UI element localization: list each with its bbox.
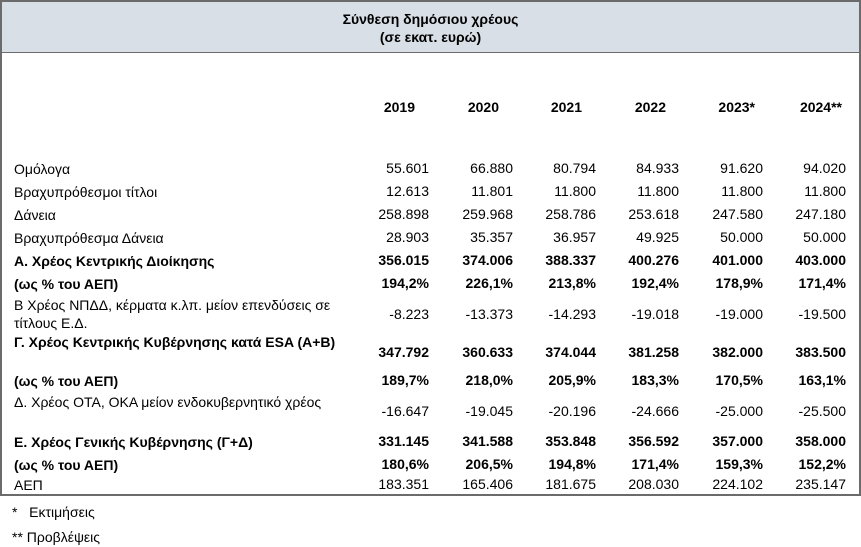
cell-2020: -13.373	[465, 306, 513, 322]
cell-2021: -20.196	[548, 403, 596, 419]
cell-2024: 358.000	[795, 433, 846, 449]
cell-2021: 388.337	[545, 252, 596, 268]
cell-2019: 55.601	[386, 160, 429, 176]
row-label: Ε. Χρέος Γενικής Κυβέρνησης (Γ+Δ)	[14, 434, 253, 450]
cell-2019: 28.903	[386, 229, 429, 245]
cell-2021: 80.794	[553, 160, 596, 176]
cell-2019: 258.898	[378, 206, 429, 222]
cell-2023: -19.000	[715, 306, 763, 322]
cell-2022: 192,4%	[631, 275, 679, 291]
table-subtitle: (σε εκατ. ευρώ)	[379, 29, 482, 45]
cell-2019: -8.223	[389, 306, 429, 322]
cell-2021: 194,8%	[548, 456, 596, 472]
cell-2019: 189,7%	[381, 372, 429, 388]
cell-2021: 213,8%	[548, 275, 596, 291]
cell-2020: 218,0%	[465, 372, 513, 388]
row-label: Βραχυπρόθεσμα Δάνεια	[14, 230, 164, 246]
cell-2023: 159,3%	[715, 456, 763, 472]
cell-2021: 374.044	[545, 344, 596, 360]
cell-2020: 206,5%	[465, 456, 513, 472]
cell-2022: 49.925	[636, 229, 679, 245]
cell-2024: -25.500	[798, 403, 846, 419]
cell-2024: 94.020	[803, 160, 846, 176]
cell-2024: -19.500	[798, 306, 846, 322]
row-label: (ως % του ΑΕΠ)	[14, 276, 119, 292]
cell-2019: 331.145	[378, 433, 429, 449]
cell-2020: 35.357	[470, 229, 513, 245]
cell-2020: 11.801	[471, 183, 513, 199]
cell-2023: 11.800	[721, 183, 763, 199]
cell-2021: -14.293	[548, 306, 596, 322]
cell-2023: 401.000	[712, 252, 763, 268]
cell-2022: 183,3%	[631, 372, 679, 388]
year-header-2021: 2021	[550, 99, 582, 115]
cell-2023: -25.000	[715, 403, 763, 419]
cell-2024: 163,1%	[798, 372, 846, 388]
footnote-estimates: * Εκτιμήσεις	[12, 504, 95, 520]
cell-2019: 180,6%	[381, 456, 429, 472]
cell-2022: -19.018	[631, 306, 679, 322]
cell-2022: 11.800	[637, 183, 679, 199]
row-label: Δάνεια	[14, 207, 56, 223]
row-label: Γ. Χρέος Κεντρικής Κυβέρνησης κατά ESA (Α+Β)	[14, 334, 336, 350]
cell-2021: 11.800	[554, 183, 596, 199]
cell-2022: 400.276	[628, 252, 679, 268]
footnote-forecasts: ** Προβλέψεις	[12, 529, 101, 545]
cell-2020: 341.588	[462, 433, 513, 449]
cell-2019: -16.647	[381, 403, 429, 419]
cell-2023: 170,5%	[715, 372, 763, 388]
cell-2019: 194,2%	[381, 275, 429, 291]
cell-2024: 50.000	[803, 229, 846, 245]
year-header-2023: 2023*	[718, 99, 755, 115]
cell-2021: 181.675	[545, 476, 596, 492]
cell-2024: 235.147	[795, 476, 846, 492]
cell-2019: 12.613	[386, 183, 429, 199]
cell-2021: 258.786	[545, 206, 596, 222]
cell-2022: -24.666	[631, 403, 679, 419]
cell-2021: 36.957	[553, 229, 596, 245]
cell-2022: 381.258	[628, 344, 679, 360]
row-label: ΑΕΠ	[14, 477, 43, 493]
cell-2023: 91.620	[720, 160, 763, 176]
cell-2019: 347.792	[378, 344, 429, 360]
cell-2020: -19.045	[465, 403, 513, 419]
cell-2024: 383.500	[795, 344, 846, 360]
cell-2023: 224.102	[712, 476, 763, 492]
cell-2024: 247.180	[795, 206, 846, 222]
year-header-2019: 2019	[383, 99, 415, 115]
cell-2023: 357.000	[712, 433, 763, 449]
cell-2022: 84.933	[636, 160, 679, 176]
cell-2023: 178,9%	[715, 275, 763, 291]
row-label: Β Χρέος ΝΠΔΔ, κέρματα κ.λπ. μείον επενδύσεις σε τίτλους Ε.Δ.	[14, 297, 331, 331]
cell-2021: 205,9%	[548, 372, 596, 388]
cell-2020: 374.006	[462, 252, 513, 268]
row-label: Βραχυπρόθεσμοι τίτλοι	[14, 184, 158, 200]
row-label: Ομόλογα	[14, 161, 71, 177]
row-label: Δ. Χρέος ΟΤΑ, ΟΚΑ μείον ενδοκυβερνητικό χρέος	[14, 394, 322, 410]
cell-2023: 382.000	[712, 344, 763, 360]
year-header-2024: 2024**	[799, 99, 842, 115]
cell-2024: 152,2%	[798, 456, 846, 472]
cell-2022: 253.618	[628, 206, 679, 222]
cell-2020: 226,1%	[465, 275, 513, 291]
cell-2022: 356.592	[628, 433, 679, 449]
cell-2019: 356.015	[378, 252, 429, 268]
cell-2019: 183.351	[378, 476, 429, 492]
cell-2020: 66.880	[470, 160, 513, 176]
year-header-2022: 2022	[634, 99, 666, 115]
cell-2022: 208.030	[628, 476, 679, 492]
row-label: (ως % του ΑΕΠ)	[14, 373, 119, 389]
cell-2020: 360.633	[462, 344, 513, 360]
row-label: Α. Χρέος Κεντρικής Διοίκησης	[14, 253, 215, 269]
row-label: (ως % του ΑΕΠ)	[14, 457, 119, 473]
cell-2024: 403.000	[795, 252, 846, 268]
cell-2024: 171,4%	[798, 275, 846, 291]
cell-2020: 165.406	[462, 476, 513, 492]
table-header	[2, 2, 859, 53]
table-title: Σύνθεση δημόσιου χρέους	[342, 11, 519, 27]
cell-2020: 259.968	[462, 206, 513, 222]
cell-2022: 171,4%	[631, 456, 679, 472]
cell-2023: 50.000	[720, 229, 763, 245]
cell-2023: 247.580	[712, 206, 763, 222]
cell-2021: 353.848	[545, 433, 596, 449]
year-header-2020: 2020	[467, 99, 499, 115]
cell-2024: 11.800	[804, 183, 846, 199]
